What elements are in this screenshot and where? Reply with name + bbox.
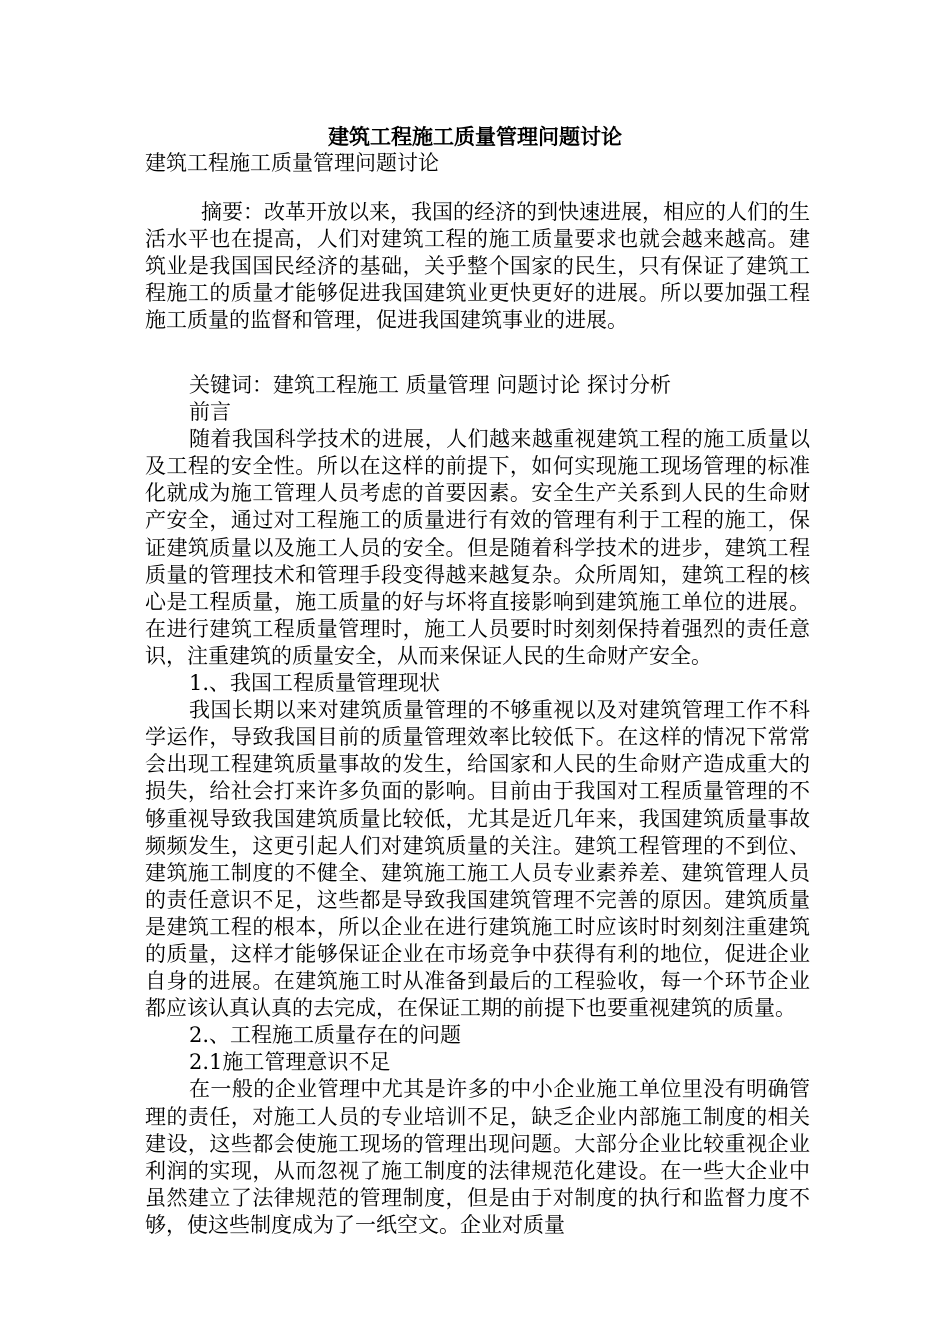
keywords-line: 关键词：建筑工程施工 质量管理 问题讨论 探讨分析 xyxy=(189,373,672,397)
section-2-heading: 2.、工程施工质量存在的问题 xyxy=(189,1023,462,1048)
document-title: 建筑工程施工质量管理问题讨论 xyxy=(328,124,622,149)
section-1-paragraph: 我国长期以来对建筑质量管理的不够重视以及对建筑管理工作不科学运作，导致我国目前的质量管理效率比较低下。在这样的情况下常常会出现工程建筑质量事故的发生，给国家和人民的生命财产造成重大的损失，给社会打来许多负面的影响。目前由于我国对工程质量管理的不够重视导致我国建筑质量比较低，尤其是近几年来，我国建筑质量事故频频发生，这更引起人们对建筑质量的关注。建筑工程管理的不到位、建筑施工制度的不健全、建筑施工施工人员专业素养差、建筑管理人员的责任意识不足，这些都是导致我国建筑管理不完善的原因。建筑质量是建筑工程的根本，所以企业在进行建筑施工时应该时时刻刻注重建筑的质量，这样才能够保证企业在市场竞争中获得有利的地位，促进企业自身的进展。在建筑施工时从准备到最后的工程验收，每一个环节企业都应该认真认真的去完成，在保证工期的前提下也要重视建筑的质量。 xyxy=(145,698,810,1021)
abstract-section xyxy=(145,199,810,334)
document-subtitle: 建筑工程施工质量管理问题讨论 xyxy=(145,151,439,175)
section-2-1-paragraph: 在一般的企业管理中尤其是许多的中小企业施工单位里没有明确管理的责任，对施工人员的专业培训不足，缺乏企业内部施工制度的相关建设，这些都会使施工现场的管理出现问题。大部分企业比较重视企业利润的实现，从而忽视了施工制度的法律规范化建设。在一些大企业中虽然建立了法律规范的管理制度，但是由于对制度的执行和监督力度不够，使这些制度成为了一纸空文。企业对质量 xyxy=(145,1077,810,1237)
section-1-heading: 1.、我国工程质量管理现状 xyxy=(189,671,441,696)
main-content xyxy=(145,372,810,1239)
preface-paragraph: 随着我国科学技术的进展，人们越来越重视建筑工程的施工质量以及工程的安全性。所以在这样的前提下，如何实现施工现场管理的标准化就成为施工管理人员考虑的首要因素。安全生产关系到人民的生命财产安全，通过对工程施工的质量进行有效的管理有利于工程的施工，保证建筑质量以及施工人员的安全。但是随着科学技术的进步，建筑工程质量的管理技术和管理手段变得越来越复杂。众所周知，建筑工程的核心是工程质量，施工质量的好与坏将直接影响到建筑施工单位的进展。在进行建筑工程质量管理时，施工人员要时时刻刻保持着强烈的责任意识，注重建筑的质量安全，从而来保证人民的生命财产安全。 xyxy=(145,427,810,668)
section-2-1-heading: 2.1施工管理意识不足 xyxy=(189,1050,391,1075)
preface-heading: 前言 xyxy=(189,400,231,425)
abstract-paragraph: 摘要：改革开放以来，我国的经济的到快速进展，相应的人们的生活水平也在提高，人们对建筑工程的施工质量要求也就会越来越高。建筑业是我国国民经济的基础，关乎整个国家的民生，只有保证了建筑工程施工的质量才能够促进我国建筑业更快更好的进展。所以要加强工程施工质量的监督和管理，促进我国建筑事业的进展。 xyxy=(145,200,810,333)
